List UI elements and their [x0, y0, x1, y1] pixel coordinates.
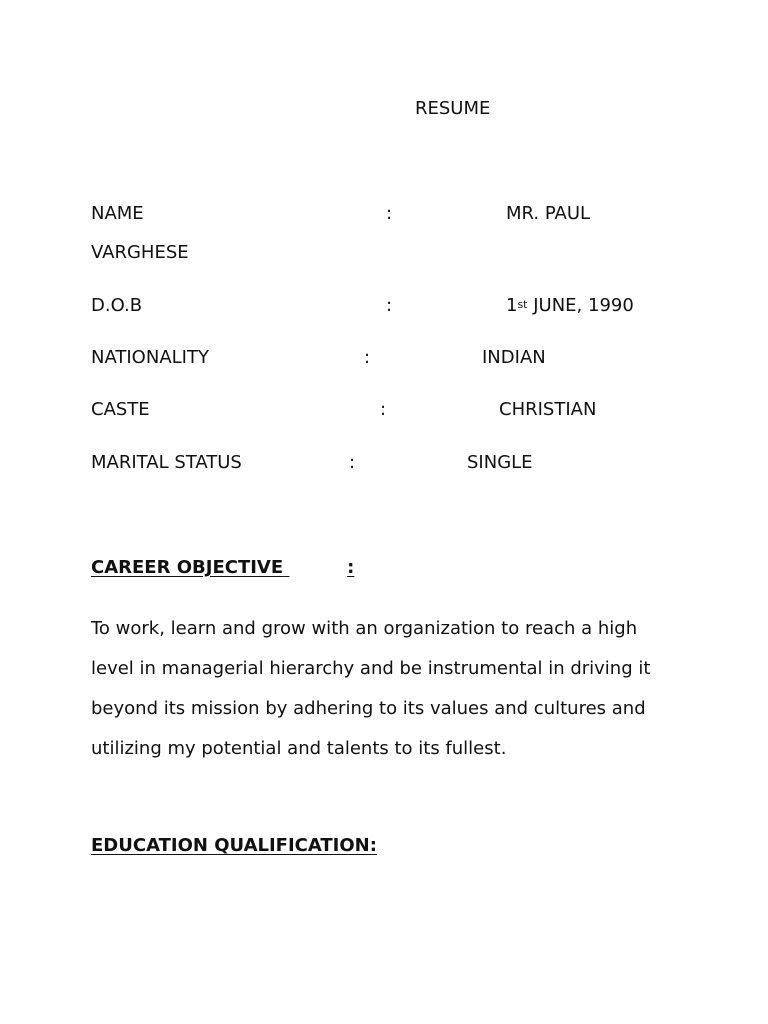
career-objective-heading [91, 557, 354, 579]
caste-label: CASTE [91, 399, 150, 420]
nationality-value: INDIAN [482, 347, 546, 368]
career-objective-text: To work, learn and grow with an organization to reach a high level in managerial hierarchy and be instrumental in driving it beyond its mission by adhering to its values and cultures and utilizing my potential and talents to its fullest. [91, 618, 651, 759]
marital-status-colon: : [349, 452, 356, 473]
name-value-continued: VARGHESE [91, 242, 189, 263]
caste-value: CHRISTIAN [499, 399, 597, 420]
nationality-colon: : [364, 347, 371, 368]
dob-colon: : [386, 295, 393, 316]
career-objective-heading-text: CAREER OBJECTIVE [91, 557, 284, 578]
marital-status-label: MARITAL STATUS [91, 452, 242, 473]
dob-value [506, 295, 634, 319]
heading-underline-gap [283, 557, 347, 579]
marital-status-value: SINGLE [467, 452, 533, 473]
dob-label: D.O.B [91, 295, 143, 316]
nationality-label: NATIONALITY [91, 347, 209, 368]
career-objective-colon: : [347, 557, 355, 578]
caste-colon: : [380, 399, 387, 420]
name-label: NAME [91, 203, 144, 224]
dob-day: 1 [506, 295, 518, 316]
name-value: MR. PAUL [506, 203, 591, 224]
name-colon: : [386, 203, 393, 224]
document-title: RESUME [415, 98, 491, 119]
education-qualification-heading: EDUCATION QUALIFICATION: [91, 835, 377, 856]
dob-day-suffix: st [517, 298, 528, 311]
dob-month-year: JUNE, 1990 [527, 295, 634, 316]
